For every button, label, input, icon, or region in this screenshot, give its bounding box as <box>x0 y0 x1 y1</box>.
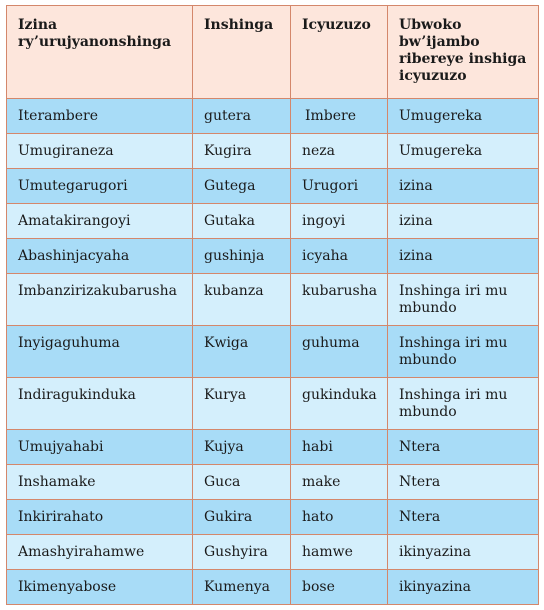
cell-word-type: ikinyazina <box>388 570 539 605</box>
cell-compound-noun: Amatakirangoyi <box>7 204 193 239</box>
table-row <box>7 570 539 605</box>
cell-compound-noun: Abashinjacyaha <box>7 239 193 274</box>
cell-compound-noun: Inyigaguhuma <box>7 326 193 378</box>
table-row <box>7 465 539 500</box>
table-row <box>7 378 539 430</box>
cell-compound-noun: Indiragukinduka <box>7 378 193 430</box>
table-row <box>7 535 539 570</box>
cell-complement: hamwe <box>291 535 388 570</box>
table-row <box>7 99 539 134</box>
table-header <box>7 6 539 99</box>
cell-complement: neza <box>291 134 388 169</box>
cell-verb: kubanza <box>193 274 291 326</box>
table-body <box>7 99 539 605</box>
cell-word-type: Ntera <box>388 500 539 535</box>
cell-word-type: Inshinga iri mu mbundo <box>388 378 539 430</box>
cell-verb: Kurya <box>193 378 291 430</box>
cell-verb: Kujya <box>193 430 291 465</box>
cell-word-type: ikinyazina <box>388 535 539 570</box>
cell-compound-noun: Umujyahabi <box>7 430 193 465</box>
cell-verb: Gukira <box>193 500 291 535</box>
cell-compound-noun: Imbanzirizakubarusha <box>7 274 193 326</box>
cell-compound-noun: Umugiraneza <box>7 134 193 169</box>
cell-complement: ingoyi <box>291 204 388 239</box>
header-compound-noun: Izina ry’urujyanonshinga <box>7 6 193 99</box>
cell-verb: Gushyira <box>193 535 291 570</box>
word-table-container <box>6 5 538 605</box>
cell-compound-noun: Umutegarugori <box>7 169 193 204</box>
cell-verb: Kumenya <box>193 570 291 605</box>
cell-verb: gutera <box>193 99 291 134</box>
cell-verb: Gutaka <box>193 204 291 239</box>
table-row <box>7 500 539 535</box>
cell-complement: guhuma <box>291 326 388 378</box>
table-row <box>7 204 539 239</box>
cell-compound-noun: Iterambere <box>7 99 193 134</box>
cell-complement: bose <box>291 570 388 605</box>
header-complement: Icyuzuzo <box>291 6 388 99</box>
cell-compound-noun: Amashyirahamwe <box>7 535 193 570</box>
cell-complement: habi <box>291 430 388 465</box>
header-verb: Inshinga <box>193 6 291 99</box>
table-row <box>7 274 539 326</box>
cell-word-type: Ntera <box>388 465 539 500</box>
header-row <box>7 6 539 99</box>
cell-word-type: izina <box>388 204 539 239</box>
cell-verb: Guca <box>193 465 291 500</box>
cell-word-type: izina <box>388 239 539 274</box>
cell-compound-noun: Inkirirahato <box>7 500 193 535</box>
cell-compound-noun: Ikimenyabose <box>7 570 193 605</box>
table-row <box>7 430 539 465</box>
table-row <box>7 134 539 169</box>
cell-complement: gukinduka <box>291 378 388 430</box>
word-table <box>6 5 539 605</box>
cell-verb: Kwiga <box>193 326 291 378</box>
cell-complement: Urugori <box>291 169 388 204</box>
cell-verb: Gutega <box>193 169 291 204</box>
cell-compound-noun: Inshamake <box>7 465 193 500</box>
cell-verb: Kugira <box>193 134 291 169</box>
table-row <box>7 169 539 204</box>
cell-verb: gushinja <box>193 239 291 274</box>
cell-complement: make <box>291 465 388 500</box>
cell-word-type: Inshinga iri mu mbundo <box>388 326 539 378</box>
cell-complement: kubarusha <box>291 274 388 326</box>
header-word-type: Ubwoko bw’ijambo ribereye inshiga icyuzuzo <box>388 6 539 99</box>
cell-complement: Imbere <box>291 99 388 134</box>
cell-complement: hato <box>291 500 388 535</box>
cell-word-type: Ntera <box>388 430 539 465</box>
table-row <box>7 326 539 378</box>
cell-word-type: Umugereka <box>388 99 539 134</box>
cell-word-type: Umugereka <box>388 134 539 169</box>
cell-word-type: Inshinga iri mu mbundo <box>388 274 539 326</box>
table-row <box>7 239 539 274</box>
cell-word-type: izina <box>388 169 539 204</box>
cell-complement: icyaha <box>291 239 388 274</box>
